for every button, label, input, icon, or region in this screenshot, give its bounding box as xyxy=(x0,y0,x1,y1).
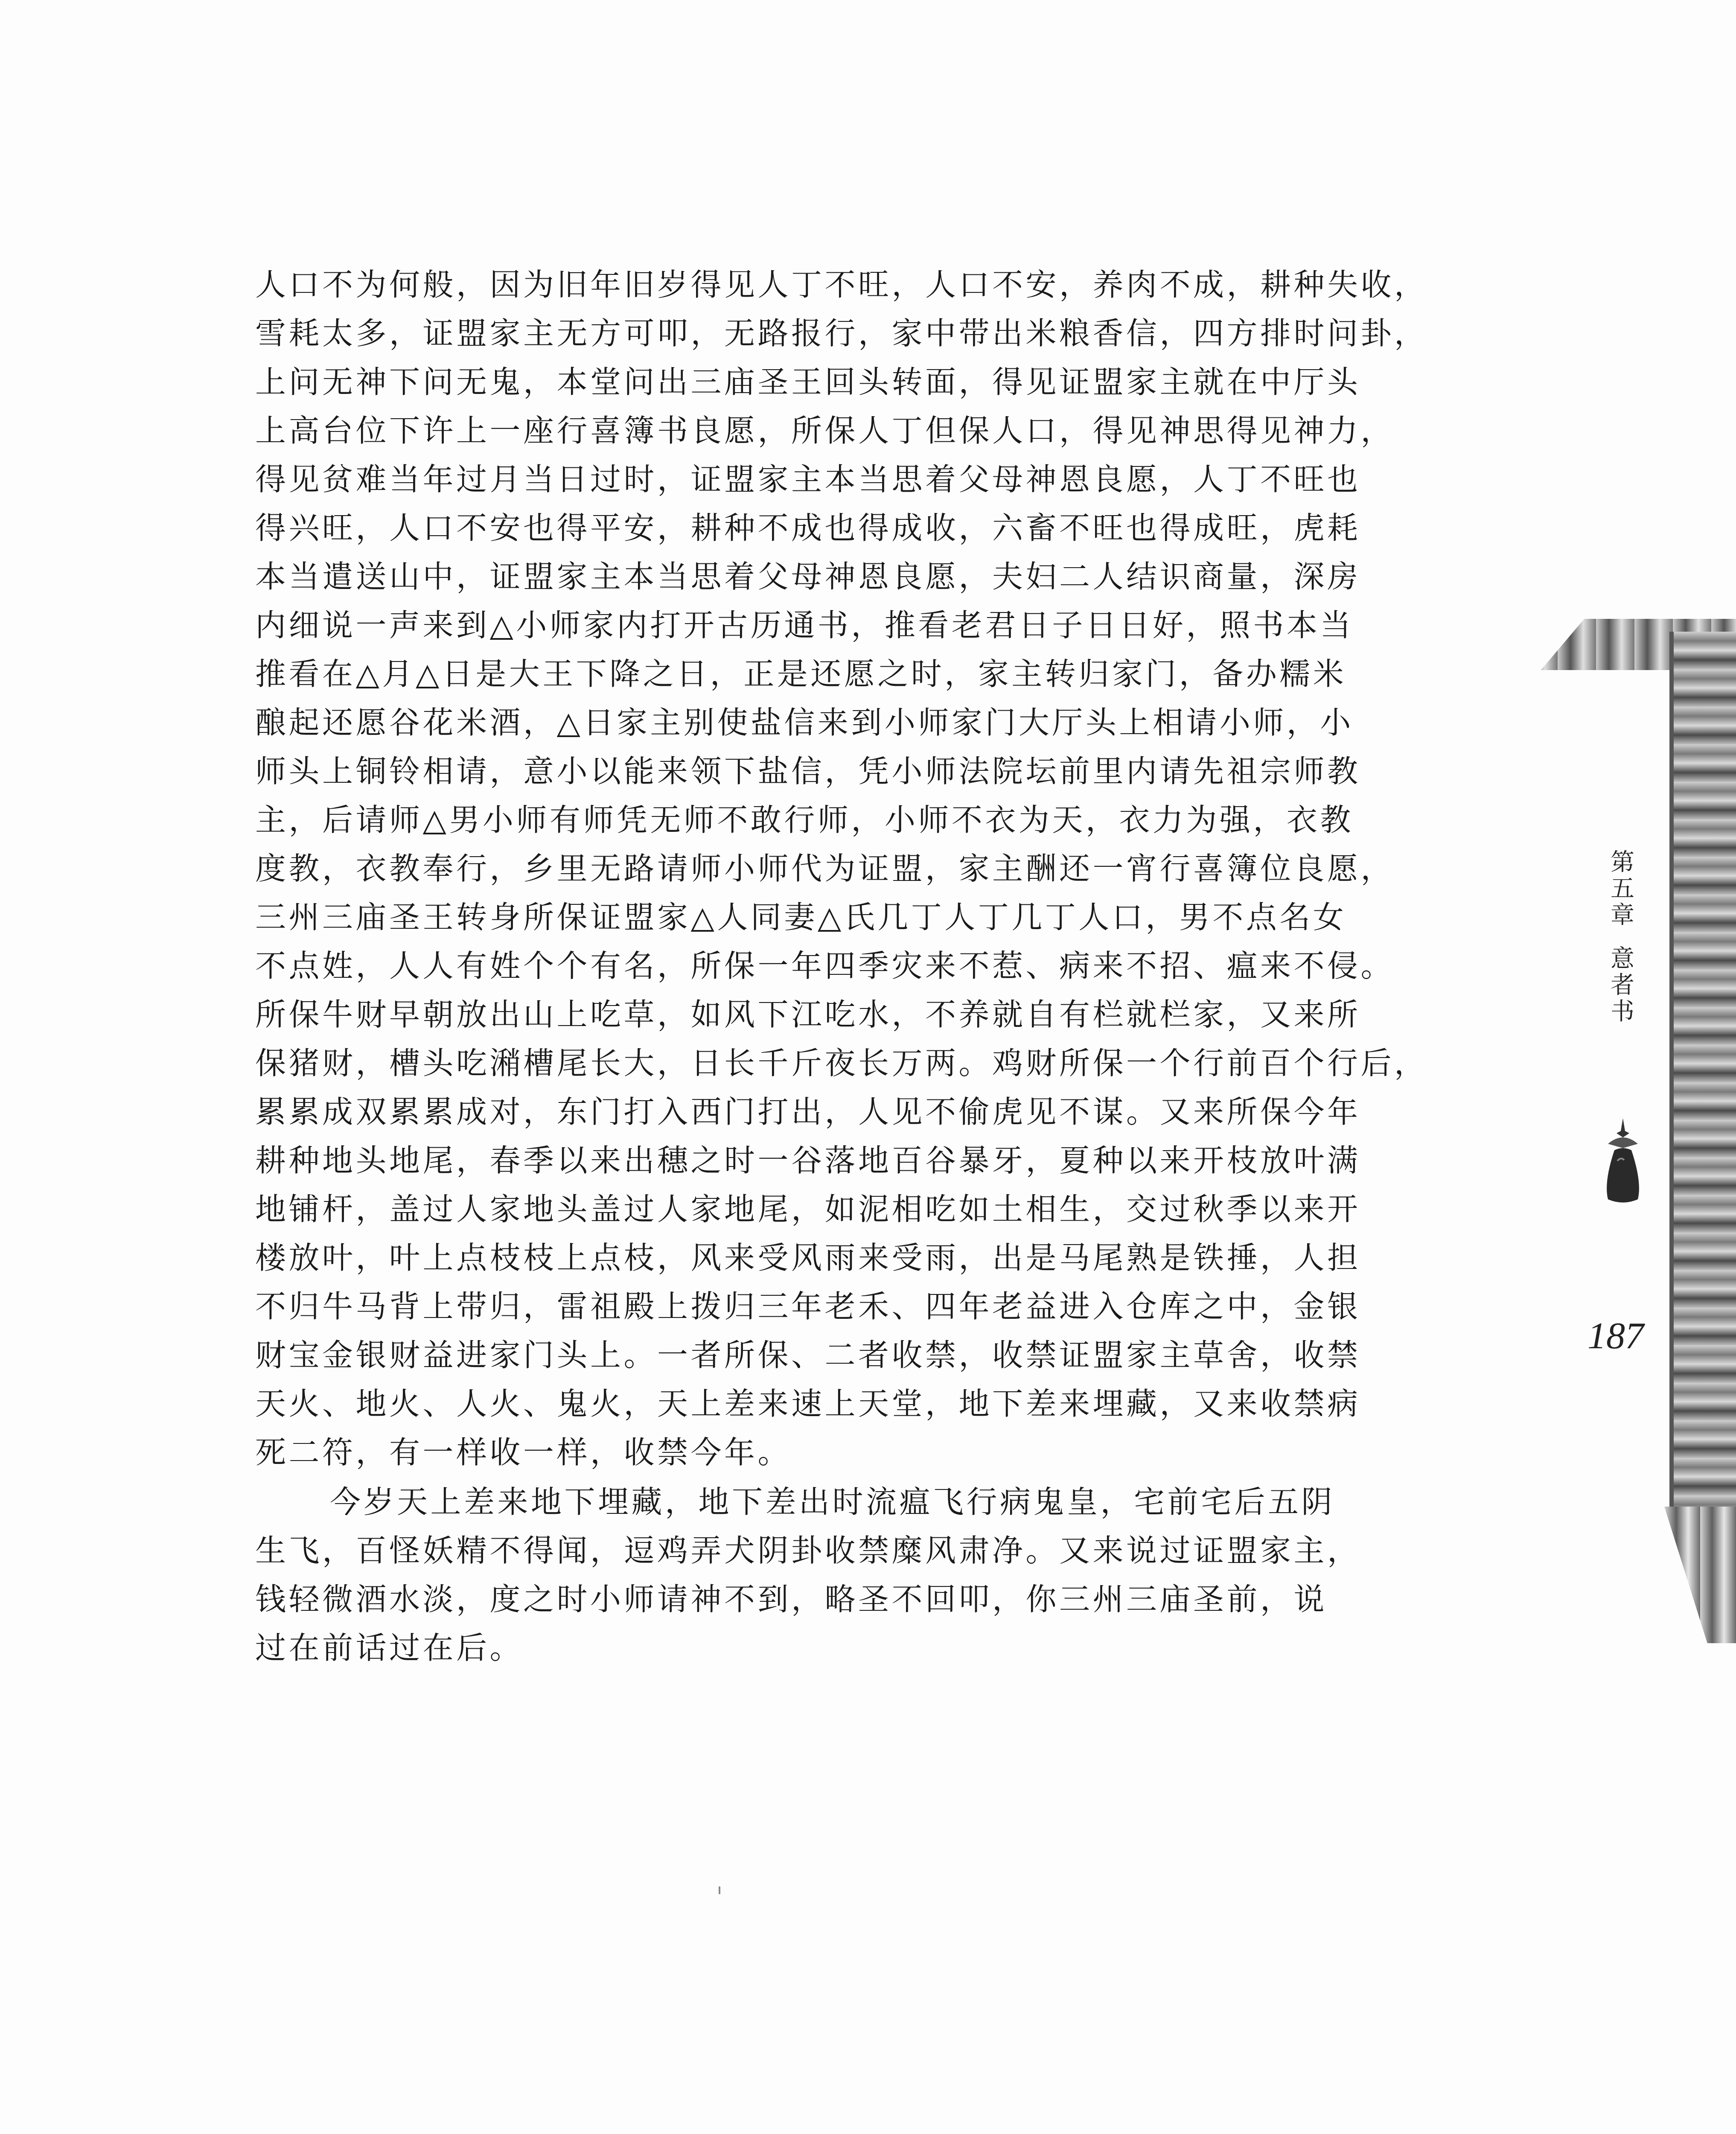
text-line: 保猪财，槽头吃潲槽尾长大，日长千斤夜长万两。鸡财所保一个行前百个行后， xyxy=(255,1045,1428,1081)
paragraph xyxy=(255,1478,1454,1672)
text-line: 天火、地火、人火、鬼火，天上差来速上天堂，地下差来埋藏，又来收禁病 xyxy=(255,1386,1361,1422)
text-line: 得见贫难当年过月当日过时，证盟家主本当思着父母神恩良愿，人丁不旺也 xyxy=(255,461,1361,497)
text-line: 过在前话过在后。 xyxy=(255,1630,524,1666)
text-line: 人口不为何般，因为旧年旧岁得见人丁不旺，人口不安，养肉不成，耕种失收， xyxy=(255,267,1428,303)
text-line: 今岁天上差来地下埋藏，地下差出时流瘟飞行病鬼皇，宅前宅后五阴 xyxy=(330,1484,1335,1520)
text-line: 本当遣送山中，证盟家主本当思着父母神恩良愿，夫妇二人结识商量，深房 xyxy=(255,559,1361,595)
chapter-number-char: 第 xyxy=(1611,848,1634,876)
text-line: 地铺杆，盖过人家地头盖过人家地尾，如泥相吃如土相生，交过秋季以来开 xyxy=(255,1191,1361,1227)
text-line: 度教，衣教奉行，乡里无路请师小师代为证盟，家主酬还一宵行喜簿位良愿， xyxy=(255,851,1395,886)
chapter-heading-vertical xyxy=(1597,849,1648,1025)
bell-icon xyxy=(1591,1114,1655,1208)
chapter-title-char: 意 xyxy=(1611,945,1634,973)
text-line: 酿起还愿谷花米酒，△日家主别使盐信来到小师家门大厅头上相请小师，小 xyxy=(255,705,1354,740)
text-line: 生飞，百怪妖精不得闻，逗鸡弄犬阴卦收禁糜风肃净。又来说过证盟家主， xyxy=(255,1533,1361,1568)
chapter-title-char: 者 xyxy=(1611,971,1634,999)
text-line: 不点姓，人人有姓个个有名，所保一年四季灾来不惹、病来不招、瘟来不侵。 xyxy=(255,948,1395,984)
text-line: 楼放叶，叶上点枝枝上点枝，风来受风雨来受雨，出是马尾熟是铁捶，人担 xyxy=(255,1240,1361,1276)
text-line: 三州三庙圣王转身所保证盟家△人同妻△氏几丁人丁几丁人口，男不点名女 xyxy=(255,899,1347,935)
text-line: 耕种地头地尾，春季以来出穗之时一谷落地百谷暴牙，夏种以来开枝放叶满 xyxy=(255,1143,1361,1178)
text-line: 主，后请师△男小师有师凭无师不敢行师，小师不衣为天，衣力为强，衣教 xyxy=(255,802,1354,838)
text-line: 师头上铜铃相请，意小以能来领下盐信，凭小师法院坛前里内请先祖宗师教 xyxy=(255,753,1361,789)
chapter-title-char: 书 xyxy=(1611,998,1634,1026)
text-line: 内细说一声来到△小师家内打开古历通书，推看老君日子日日好，照书本当 xyxy=(255,607,1354,643)
text-line: 不归牛马背上带归，雷祖殿上拨归三年老禾、四年老益进入仓库之中，金银 xyxy=(255,1289,1361,1324)
text-line: 死二符，有一样收一样，收禁今年。 xyxy=(255,1434,792,1470)
chapter-number-char: 五 xyxy=(1611,875,1634,903)
scan-mark xyxy=(719,1886,720,1894)
text-line: 财宝金银财益进家门头上。一者所保、二者收禁，收禁证盟家主草舍，收禁 xyxy=(255,1337,1361,1373)
text-line: 上问无神下问无鬼，本堂问出三庙圣王回头转面，得见证盟家主就在中厅头 xyxy=(255,364,1361,400)
text-line: 雪耗太多，证盟家主无方可叩，无路报行，家中带出米粮香信，四方排时问卦， xyxy=(255,315,1428,351)
text-line: 推看在△月△日是大王下降之日，正是还愿之时，家主转归家门，备办糯米 xyxy=(255,656,1347,692)
text-line: 上高台位下许上一座行喜簿书良愿，所保人丁但保人口，得见神思得见神力， xyxy=(255,413,1395,449)
body-text xyxy=(255,260,1454,1672)
text-line: 累累成双累累成对，东门打入西门打出，人见不偷虎见不谋。又来所保今年 xyxy=(255,1094,1361,1130)
text-line: 得兴旺，人口不安也得平安，耕种不成也得成收，六畜不旺也得成旺，虎耗 xyxy=(255,510,1361,546)
chapter-number-char: 章 xyxy=(1611,901,1634,929)
text-line: 钱轻微酒水淡，度之时小师请神不到，略圣不回叩，你三州三庙圣前，说 xyxy=(255,1581,1328,1617)
decorative-side-border xyxy=(1669,632,1736,1519)
text-line: 所保牛财早朝放出山上吃草，如风下江吃水，不养就自有栏就栏家，又来所 xyxy=(255,997,1361,1032)
decorative-border-bottom xyxy=(1664,1507,1736,1643)
page-number: 187 xyxy=(1587,1315,1644,1357)
paragraph xyxy=(255,260,1454,1477)
